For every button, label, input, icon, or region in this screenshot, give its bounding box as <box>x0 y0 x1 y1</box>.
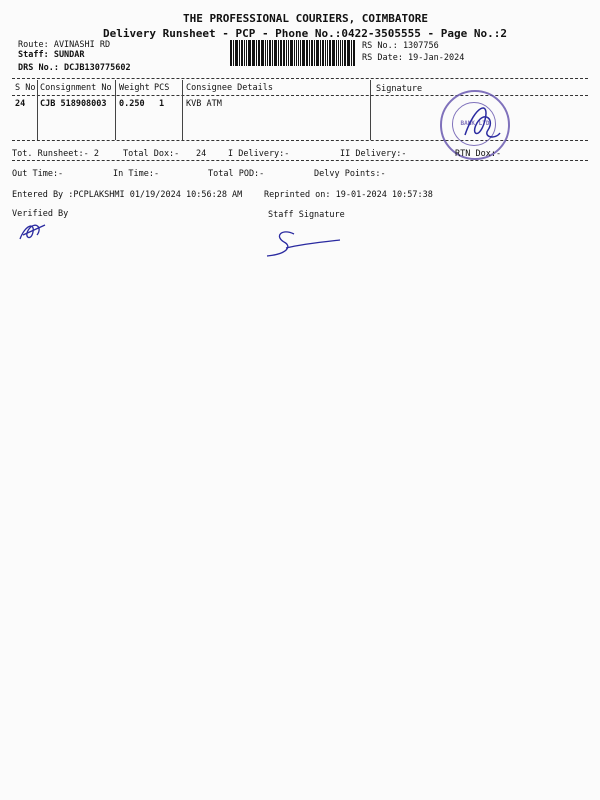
staff-signature-label: Staff Signature <box>268 210 345 220</box>
staff-signature-stroke <box>267 232 340 256</box>
total-pod: Total POD:- <box>208 169 265 179</box>
delvy-points: Delvy Points:- <box>314 169 386 179</box>
verified-signature-stroke <box>20 225 45 239</box>
total-dox-label: Total Dox:- <box>123 149 180 159</box>
header-pcs: PCS <box>154 83 170 93</box>
route-label: Route: AVINASHI RD <box>18 40 111 50</box>
staff-label: Staff: SUNDAR <box>18 50 85 60</box>
header-sno: S No <box>15 83 36 93</box>
tot-runsheet: Tot. Runsheet:- 2 <box>12 149 99 159</box>
header-consignment: Consignment No <box>40 83 112 93</box>
totals-bottom-rule <box>12 160 588 161</box>
total-dox-value: 24 <box>196 149 207 159</box>
rs-number: RS No.: 1307756 <box>362 41 439 51</box>
row-consignee: KVB ATM <box>186 99 222 109</box>
stamp-text: BANK LTD <box>460 120 490 127</box>
reprinted-on: Reprinted on: 19-01-2024 10:57:38 <box>264 190 433 200</box>
i-delivery: I Delivery:- <box>228 149 290 159</box>
rtn-dox: RTN Dox:- <box>455 149 502 159</box>
col-divider <box>37 80 38 140</box>
col-divider <box>370 80 371 140</box>
in-time: In Time:- <box>113 169 160 179</box>
col-divider <box>182 80 183 140</box>
header-consignee: Consignee Details <box>186 83 273 93</box>
header-signature: Signature <box>376 84 423 94</box>
receiver-signature <box>455 95 505 150</box>
ii-delivery: II Delivery:- <box>340 149 407 159</box>
verified-by-signature <box>15 217 50 245</box>
row-consignment: CJB 518908003 <box>40 99 107 109</box>
verified-by-label: Verified By <box>12 209 69 219</box>
entered-by: Entered By :PCPLAKSHMI 01/19/2024 10:56:28 AM <box>12 190 243 200</box>
row-pcs: 1 <box>159 99 165 109</box>
signature-stroke <box>465 108 500 137</box>
barcode <box>230 40 356 66</box>
staff-signature <box>262 226 344 260</box>
out-time: Out Time:- <box>12 169 64 179</box>
drs-number: DRS No.: DCJB130775602 <box>18 63 131 73</box>
header-weight: Weight <box>119 83 150 93</box>
rs-date: RS Date: 19-Jan-2024 <box>362 53 465 63</box>
col-divider <box>115 80 116 140</box>
row-weight: 0.250 <box>119 99 145 109</box>
runsheet-subtitle: Delivery Runsheet - PCP - Phone No.:0422-3505555 - Page No.:2 <box>103 27 507 40</box>
row-sno: 24 <box>15 99 26 109</box>
table-top-rule <box>12 78 588 79</box>
company-title: THE PROFESSIONAL COURIERS, COIMBATORE <box>183 12 429 25</box>
